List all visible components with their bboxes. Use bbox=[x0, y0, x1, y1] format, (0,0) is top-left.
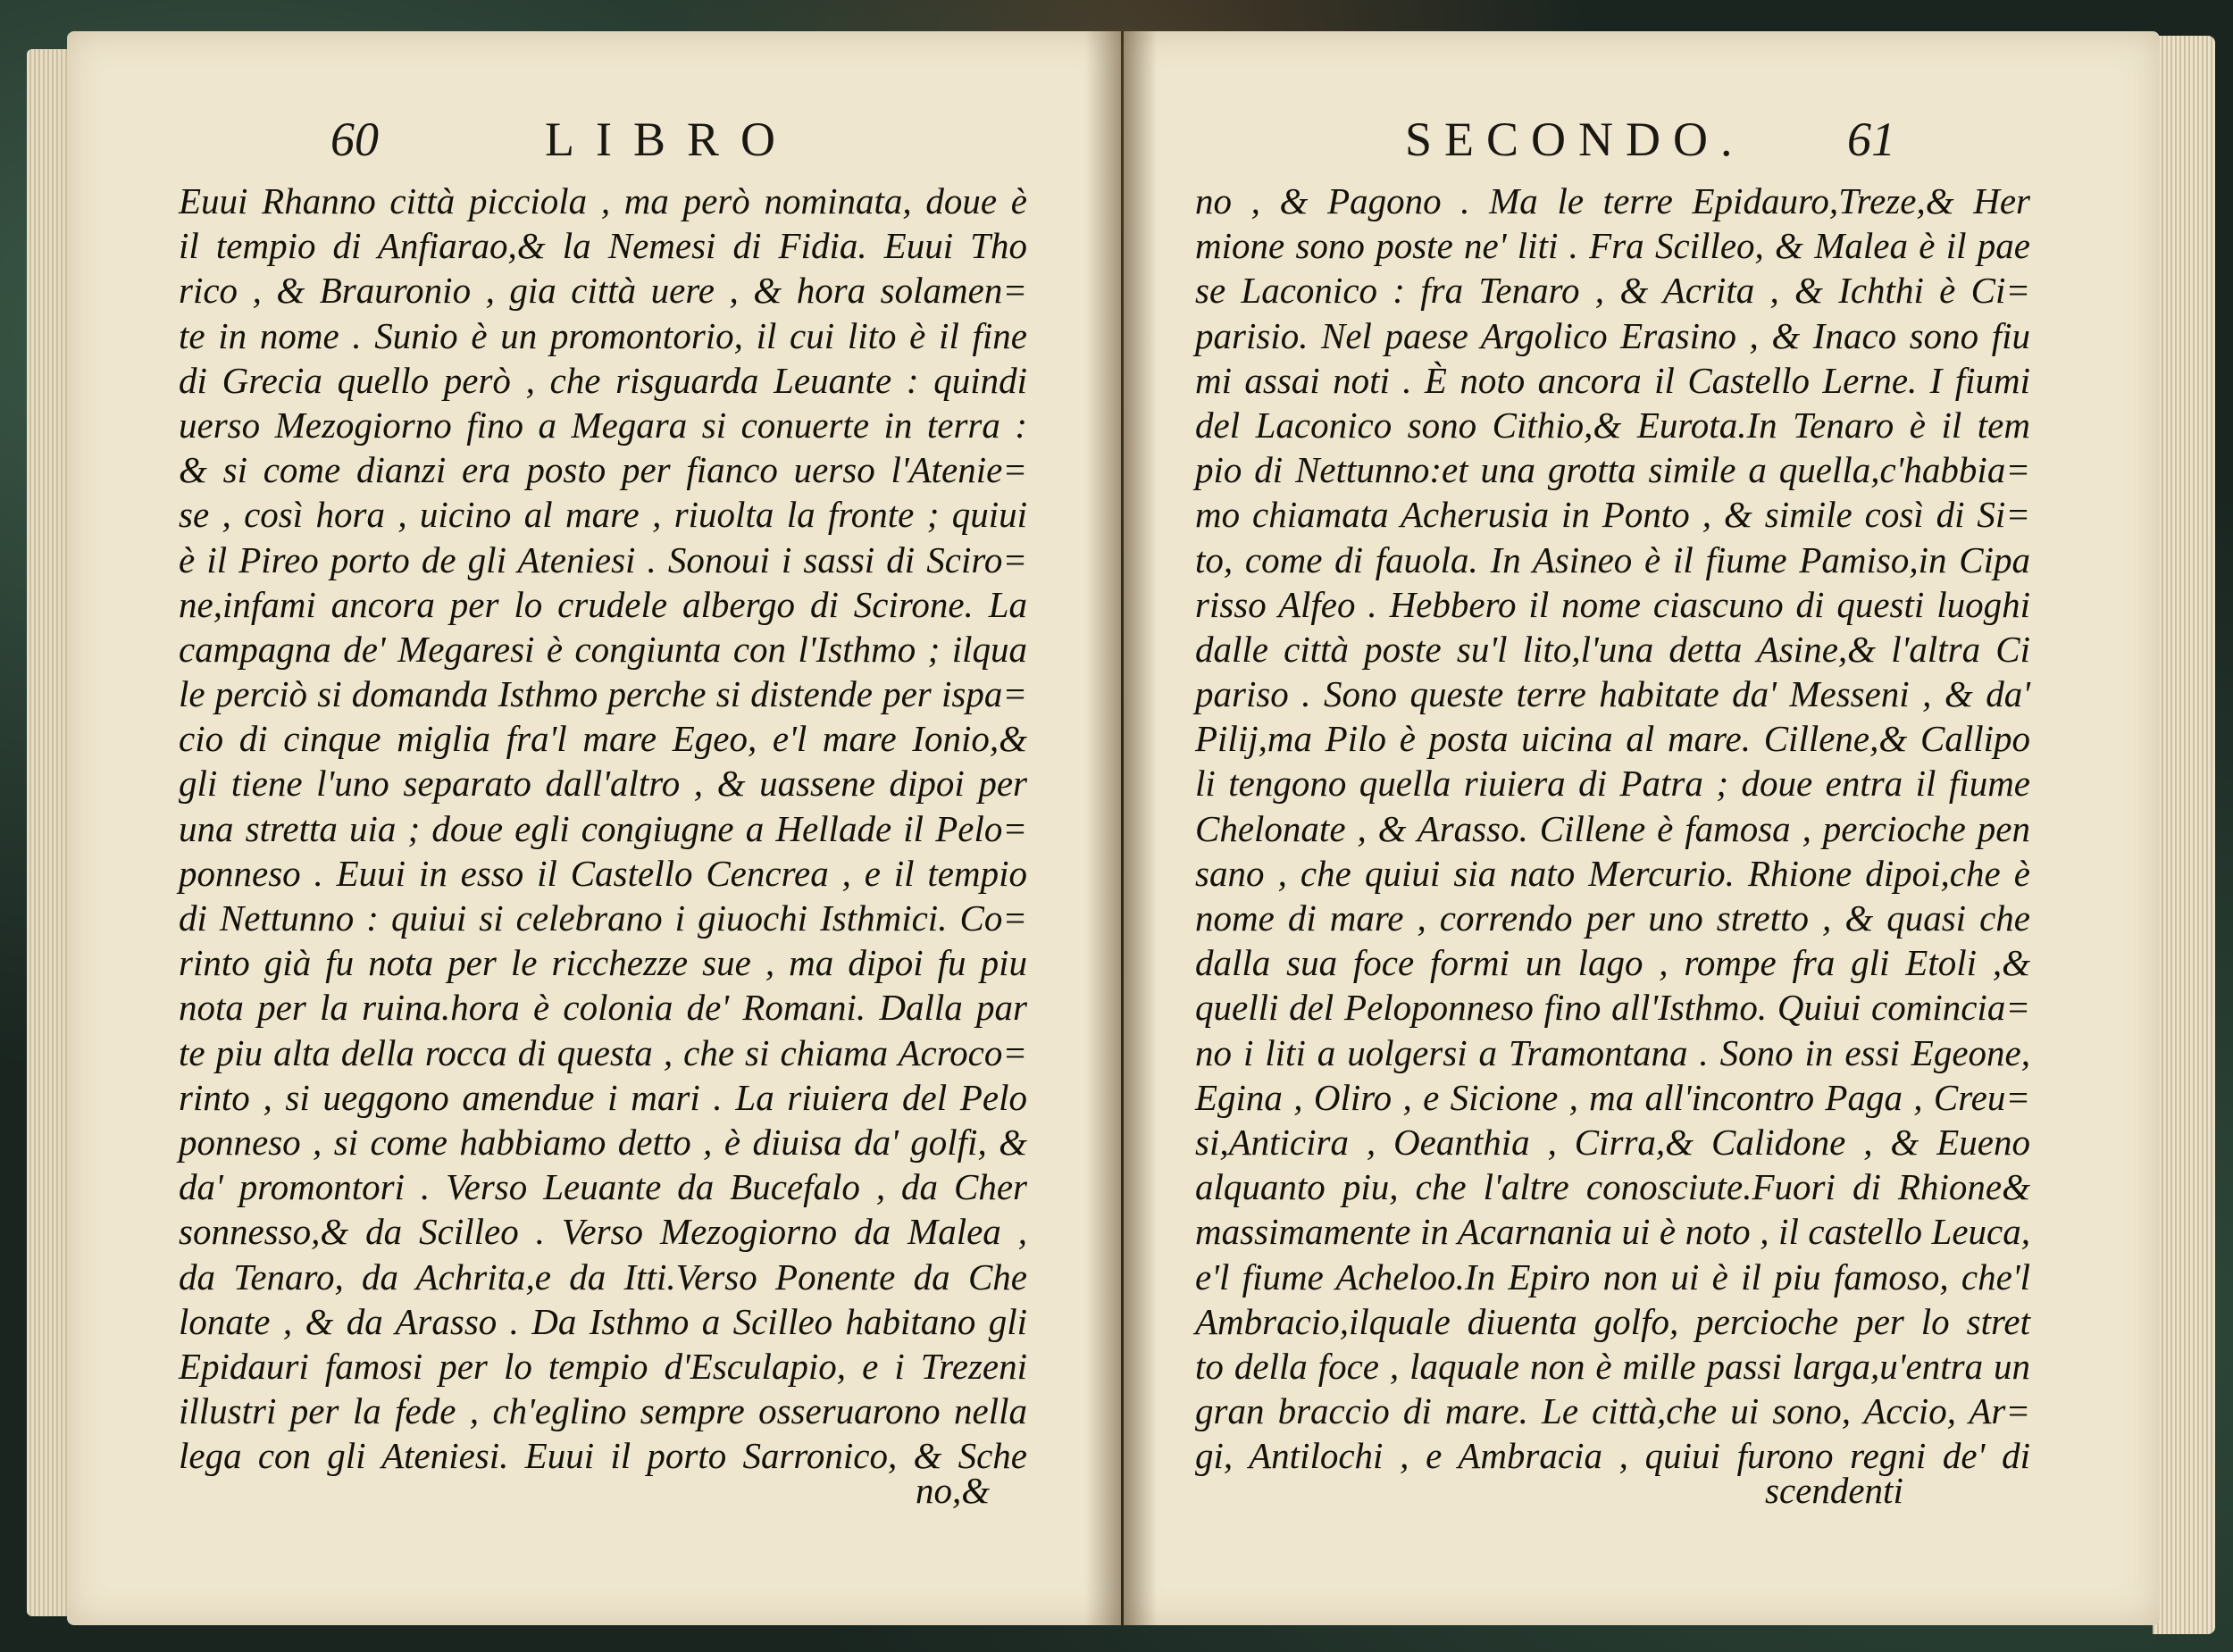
right-page bbox=[1124, 31, 2160, 1625]
page-number: 60 bbox=[330, 113, 379, 166]
text-line: illustri per la fede , ch'eglino sempre osseruarono nella bbox=[179, 1390, 1027, 1432]
text-line: le perciò si domanda Isthmo perche si distende per ispa= bbox=[179, 673, 1027, 715]
text-line: Euui Rhanno città picciola , ma però nominata, doue è bbox=[179, 180, 1027, 221]
left-page bbox=[67, 31, 1121, 1625]
catchword: no,& bbox=[916, 1470, 991, 1511]
left-page-edges bbox=[27, 49, 71, 1616]
text-line: è il Pireo porto de gli Ateniesi . Sonoui i sassi di Sciro= bbox=[179, 538, 1027, 580]
page-number: 61 bbox=[1847, 113, 1895, 166]
text-block bbox=[1195, 179, 2030, 1478]
text-line: quelli del Peloponneso fino all'Isthmo. Quiui comincia= bbox=[1195, 987, 2030, 1029]
text-line: Ambracio,ilquale diuenta golfo, percioche per lo stret bbox=[1195, 1300, 2030, 1342]
running-head: LIBRO bbox=[545, 113, 797, 166]
text-line: risso Alfeo . Hebbero il nome ciascuno di questi luoghi bbox=[1195, 583, 2030, 625]
text-line: se , così hora , uicino al mare , riuolta la fronte ; quiui bbox=[179, 494, 1027, 536]
right-page-edges bbox=[2153, 36, 2215, 1634]
text-line: di Grecia quello però , che risguarda Leuante : quindi bbox=[179, 359, 1027, 401]
text-line: te in nome . Sunio è un promontorio, il cui lito è il fine bbox=[179, 314, 1027, 356]
text-line: mi assai noti . È noto ancora il Castello Lerne. I fiumi bbox=[1195, 359, 2030, 401]
text-line: te piu alta della rocca di questa , che si chiama Acroco= bbox=[179, 1031, 1027, 1073]
text-line: pariso . Sono queste terre habitate da' Messeni , & da' bbox=[1195, 673, 2030, 715]
text-line: lonate , & da Arasso . Da Isthmo a Scilleo habitano gli bbox=[179, 1300, 1027, 1342]
text-line: pio di Nettunno:et una grotta simile a quella,c'habbia= bbox=[1195, 449, 2030, 491]
text-line: li tengono quella riuiera di Patra ; doue entra il fiume bbox=[1195, 763, 2030, 805]
text-line: & si come dianzi era posto per fianco uerso l'Atenie= bbox=[179, 449, 1027, 491]
text-line: gli tiene l'uno separato dall'altro , & uassene dipoi per bbox=[179, 763, 1027, 805]
text-line: mione sono poste ne' liti . Fra Scilleo, & Malea è il pae bbox=[1195, 225, 2030, 267]
text-line: e'l fiume Acheloo.In Epiro non ui è il piu famoso, che'l bbox=[1195, 1256, 2030, 1297]
text-line: parisio. Nel paese Argolico Erasino , & Inaco sono fiu bbox=[1195, 314, 2030, 356]
text-line: sonnesso,& da Scilleo . Verso Mezogiorno da Malea , bbox=[179, 1211, 1027, 1253]
text-line: dalle città poste su'l lito,l'una detta Asine,& l'altra Ci bbox=[1195, 628, 2030, 670]
text-line: campagna de' Megaresi è congiunta con l'Isthmo ; ilqua bbox=[179, 628, 1027, 670]
text-line: ponneso , si come habbiamo detto , è diuisa da' golfi, & bbox=[179, 1121, 1027, 1163]
text-line: se Laconico : fra Tenaro , & Acrita , & Ichthi è Ci= bbox=[1195, 270, 2030, 312]
text-line: cio di cinque miglia fra'l mare Egeo, e'l mare Ionio,& bbox=[179, 718, 1027, 760]
text-line: Pilij,ma Pilo è posta uicina al mare. Cillene,& Callipo bbox=[1195, 718, 2030, 760]
text-line: ne,infami ancora per lo crudele albergo di Scirone. La bbox=[179, 583, 1027, 625]
text-line: Chelonate , & Arasso. Cillene è famosa , percioche pen bbox=[1195, 807, 2030, 849]
text-line: to, come di fauola. In Asineo è il fiume Pamiso,in Cipa bbox=[1195, 538, 2030, 580]
text-line: una stretta uia ; doue egli congiugne a Hellade il Pelo= bbox=[179, 807, 1027, 849]
text-line: alquanto piu, che l'altre conosciute.Fuori di Rhione& bbox=[1195, 1166, 2030, 1208]
text-line: Egina , Oliro , e Sicione , ma all'incontro Paga , Creu= bbox=[1195, 1076, 2030, 1118]
text-line: lega con gli Ateniesi. Euui il porto Sarronico, & Sche bbox=[179, 1435, 1027, 1477]
catchword: scendenti bbox=[1765, 1470, 1903, 1511]
text-line: nome di mare , correndo per uno stretto , & quasi che bbox=[1195, 897, 2030, 939]
text-line: da' promontori . Verso Leuante da Bucefalo , da Cher bbox=[179, 1166, 1027, 1208]
text-line: da Tenaro, da Achrita,e da Itti.Verso Ponente da Che bbox=[179, 1256, 1027, 1297]
text-block bbox=[179, 179, 1027, 1478]
text-line: no , & Pagono . Ma le terre Epidauro,Treze,& Her bbox=[1195, 180, 2030, 221]
text-line: gi, Antilochi , e Ambracia , quiui furono regni de' di bbox=[1195, 1435, 2030, 1477]
text-line: del Laconico sono Cithio,& Eurota.In Tenaro è il tem bbox=[1195, 404, 2030, 446]
text-line: sano , che quiui sia nato Mercurio. Rhione dipoi,che è bbox=[1195, 852, 2030, 894]
text-line: il tempio di Anfiarao,& la Nemesi di Fidia. Euui Tho bbox=[179, 225, 1027, 267]
text-line: no i liti a uolgersi a Tramontana . Sono in essi Egeone, bbox=[1195, 1031, 2030, 1073]
text-line: gran braccio di mare. Le città,che ui sono, Accio, Ar= bbox=[1195, 1390, 2030, 1432]
text-line: rinto , si ueggono amendue i mari . La riuiera del Pelo bbox=[179, 1076, 1027, 1118]
running-head: SECONDO. bbox=[1405, 113, 1745, 166]
text-line: Epidauri famosi per lo tempio d'Esculapio, e i Trezeni bbox=[179, 1345, 1027, 1387]
text-line: mo chiamata Acherusia in Ponto , & simile così di Si= bbox=[1195, 494, 2030, 536]
text-line: to della foce , laquale non è mille passi larga,u'entra un bbox=[1195, 1345, 2030, 1387]
text-line: ponneso . Euui in esso il Castello Cencrea , e il tempio bbox=[179, 852, 1027, 894]
text-line: rico , & Brauronio , gia città uere , & hora solamen= bbox=[179, 270, 1027, 312]
text-line: di Nettunno : quiui si celebrano i giuochi Isthmici. Co= bbox=[179, 897, 1027, 939]
text-line: massimamente in Acarnania ui è noto , il castello Leuca, bbox=[1195, 1211, 2030, 1253]
text-line: uerso Mezogiorno fino a Megara si conuerte in terra : bbox=[179, 404, 1027, 446]
text-line: nota per la ruina.hora è colonia de' Romani. Dalla par bbox=[179, 987, 1027, 1029]
text-line: dalla sua foce formi un lago , rompe fra gli Etoli ,& bbox=[1195, 942, 2030, 984]
text-line: rinto già fu nota per le ricchezze sue , ma dipoi fu piu bbox=[179, 942, 1027, 984]
text-line: si,Anticira , Oeanthia , Cirra,& Calidone , & Eueno bbox=[1195, 1121, 2030, 1163]
